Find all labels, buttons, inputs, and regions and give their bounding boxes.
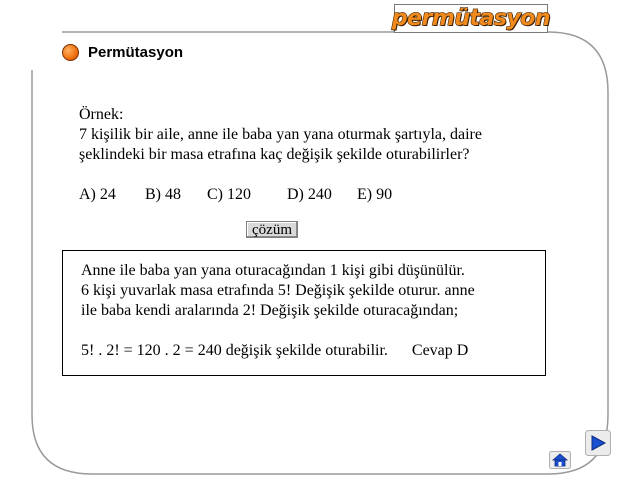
solution-result-row [81,341,545,361]
option-a: A) 24 [79,186,116,203]
question-line-1: 7 kişilik bir aile, anne ile baba yan yana oturmak şartıyla, daire [79,126,482,143]
next-arrow-icon[interactable] [585,430,611,456]
logo-box [391,4,551,33]
solution-result: 5! . 2! = 120 . 2 = 240 değişik şekilde oturabilir. [81,342,388,359]
solution-button[interactable]: çözüm [246,221,298,238]
option-c: C) 120 [207,186,251,203]
question-text [79,105,549,165]
solution-line-3: ile baba kendi aralarında 2! Değişik şekilde oturacağından; [81,302,459,319]
question-label: Örnek: [79,106,124,123]
question-line-2: şeklindeki bir masa etrafına kaç değişik şekilde oturabilirler? [79,146,470,163]
option-e: E) 90 [357,186,393,203]
orange-bullet-icon [62,44,79,61]
answer-options [79,186,407,204]
answer-label: Cevap D [411,342,469,359]
solution-spacer [81,321,545,341]
solution-line-2: 6 kişi yuvarlak masa etrafında 5! Değişik şekilde oturur. anne [81,282,475,299]
logo-text: permütasyon [391,6,551,31]
slide-title: Permütasyon [88,44,184,61]
home-icon[interactable] [549,451,571,469]
option-b: B) 48 [145,186,181,203]
solution-box [62,250,546,376]
option-d: D) 240 [287,186,332,203]
slide-title-row [62,44,183,61]
solution-line-1: Anne ile baba yan yana oturacağından 1 kişi gibi düşünülür. [81,262,465,279]
